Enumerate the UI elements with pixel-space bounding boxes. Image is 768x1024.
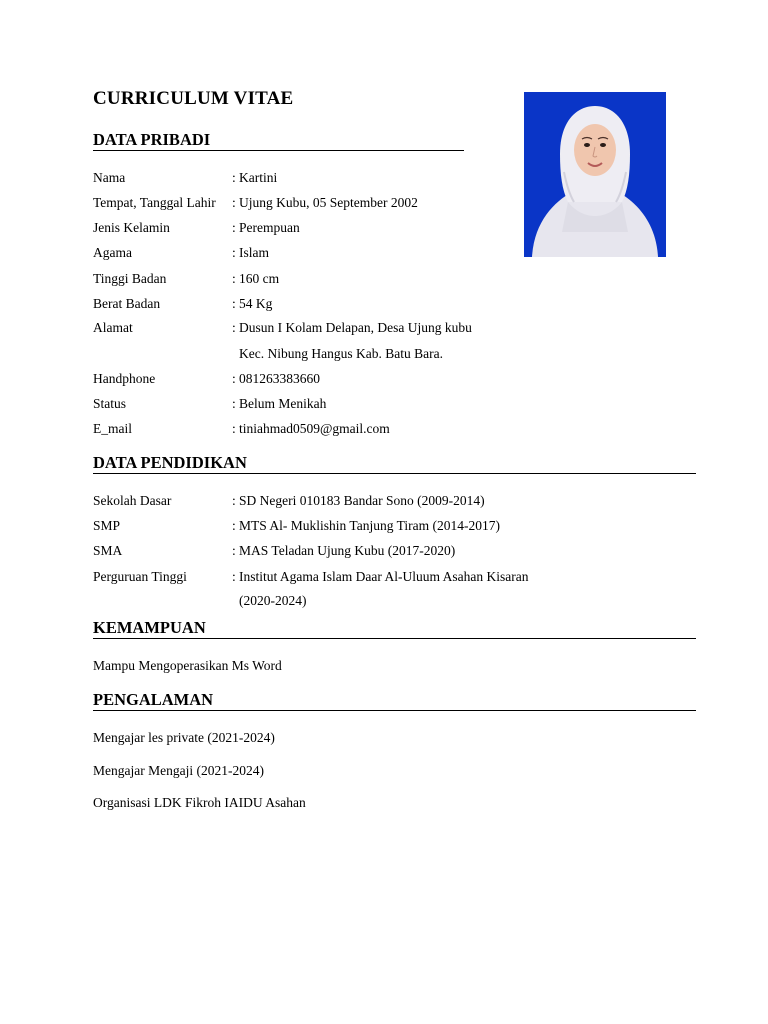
row-label: Jenis Kelamin: [93, 220, 170, 235]
row-separator: :: [232, 220, 236, 235]
row-value: Kartini: [239, 170, 278, 185]
row-label: Nama: [93, 170, 126, 185]
row-separator: :: [232, 195, 236, 210]
row-separator: :: [232, 371, 236, 386]
row-label: Status: [93, 396, 127, 411]
row-value: Ujung Kubu, 05 September 2002: [239, 195, 418, 210]
row-label: Tempat, Tanggal Lahir: [93, 195, 216, 210]
experience-item: Mengajar Mengaji (2021-2024): [93, 763, 264, 778]
row-separator: :: [232, 170, 236, 185]
section-heading-data-pribadi: DATA PRIBADI: [93, 131, 464, 151]
row-label: SMA: [93, 543, 123, 558]
document-title: CURRICULUM VITAE: [93, 88, 294, 109]
row-separator: :: [232, 320, 236, 335]
row-label: Alamat: [93, 320, 133, 335]
row-label: Perguruan Tinggi: [93, 569, 187, 584]
row-value-continued: (2020-2024): [239, 593, 307, 608]
experience-item: Mengajar les private (2021-2024): [93, 730, 275, 745]
row-label: Tinggi Badan: [93, 271, 167, 286]
section-heading-data-pendidikan: DATA PENDIDIKAN: [93, 454, 696, 474]
row-label: Handphone: [93, 371, 156, 386]
row-value: MTS Al- Muklishin Tanjung Tiram (2014-2017): [239, 518, 500, 533]
row-value: Institut Agama Islam Daar Al-Uluum Asahan Kisaran: [239, 569, 529, 584]
row-separator: :: [232, 296, 236, 311]
row-label: E_mail: [93, 421, 132, 436]
section-heading-pengalaman: PENGALAMAN: [93, 691, 696, 711]
row-separator: :: [232, 518, 236, 533]
row-separator: :: [232, 493, 236, 508]
row-value-continued: Kec. Nibung Hangus Kab. Batu Bara.: [239, 346, 443, 361]
row-value: 160 cm: [239, 271, 280, 286]
experience-item: Organisasi LDK Fikroh IAIDU Asahan: [93, 795, 306, 810]
section-heading-kemampuan: KEMAMPUAN: [93, 619, 696, 639]
row-label: SMP: [93, 518, 121, 533]
row-value: 081263383660: [239, 371, 320, 386]
row-separator: :: [232, 396, 236, 411]
row-value: tiniahmad0509@gmail.com: [239, 421, 390, 436]
skill-item: Mampu Mengoperasikan Ms Word: [93, 658, 282, 673]
row-label: Sekolah Dasar: [93, 493, 172, 508]
profile-photo: [524, 92, 666, 257]
row-value: Dusun I Kolam Delapan, Desa Ujung kubu: [239, 320, 472, 335]
row-separator: :: [232, 421, 236, 436]
row-value: Belum Menikah: [239, 396, 327, 411]
row-label: Berat Badan: [93, 296, 161, 311]
row-value: MAS Teladan Ujung Kubu (2017-2020): [239, 543, 456, 558]
portrait-photo-icon: [524, 92, 666, 257]
row-separator: :: [232, 245, 236, 260]
row-value: 54 Kg: [239, 296, 273, 311]
row-value: SD Negeri 010183 Bandar Sono (2009-2014): [239, 493, 485, 508]
row-separator: :: [232, 543, 236, 558]
row-label: Agama: [93, 245, 132, 260]
row-value: Islam: [239, 245, 269, 260]
row-separator: :: [232, 271, 236, 286]
row-value: Perempuan: [239, 220, 300, 235]
row-separator: :: [232, 569, 236, 584]
